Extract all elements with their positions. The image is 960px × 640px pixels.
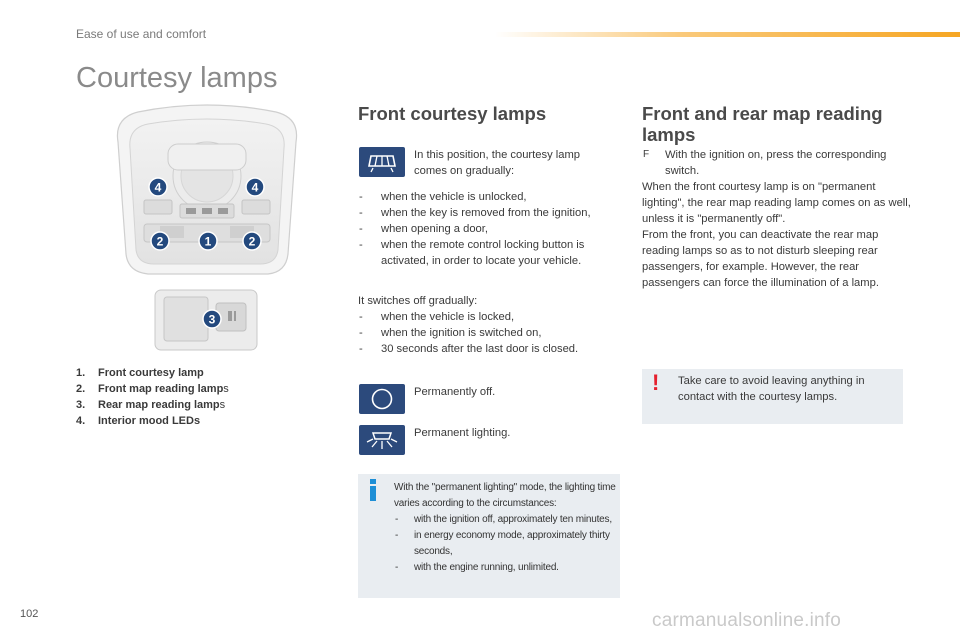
callout-1 <box>198 231 218 251</box>
warning-icon: ! <box>652 370 660 395</box>
list-item: - with the ignition off, approximately ten minutes, <box>394 512 618 528</box>
page-number: 102 <box>20 608 39 620</box>
list-item: - in energy economy mode, approximately thirty seconds, <box>394 528 618 560</box>
off-mode-icon <box>359 384 405 414</box>
instruction-bullet: F With the ignition on, press the corresponding switch. <box>643 149 887 177</box>
legend-item: 4. Interior mood LEDs <box>76 415 201 427</box>
legend-item: 2. Front map reading lamps <box>76 383 229 395</box>
paragraph: When the front courtesy lamp is on "permanent lighting", the rear map reading lamp comes on as well, unless it is "permanently off". <box>642 181 911 225</box>
comes-on-list <box>358 189 620 269</box>
callout-label: 3 <box>208 312 216 327</box>
door-mode-icon <box>359 147 405 177</box>
info-list <box>394 512 618 576</box>
list-item: - when the ignition is switched on, <box>358 325 620 341</box>
callout-label: 2 <box>156 234 164 249</box>
callout-label: 1 <box>204 234 212 249</box>
on-mode-description: Permanent lighting. <box>414 427 511 439</box>
list-item: - when the vehicle is locked, <box>358 309 620 325</box>
callout-4-right <box>245 177 265 197</box>
list-item: - when the remote control locking button is activated, in order to locate your vehicle. <box>358 237 620 269</box>
watermark: carmanualsonline.info <box>652 610 842 631</box>
info-intro: With the "permanent lighting" mode, the lighting time varies according to the circumstances: <box>394 482 616 509</box>
on-mode-icon <box>359 425 405 455</box>
off-mode-description: Permanently off. <box>414 386 496 398</box>
callout-2-left <box>150 231 170 251</box>
list-item: - when the key is removed from the ignition, <box>358 205 620 221</box>
info-text <box>394 480 618 576</box>
front-courtesy-heading: Front courtesy lamps <box>358 103 547 124</box>
switches-off-list <box>358 309 620 357</box>
callout-3 <box>202 309 222 329</box>
overhead-console-illustration <box>108 104 306 280</box>
bullet-symbol: F <box>643 149 650 160</box>
figure-legend <box>76 365 229 429</box>
legend-item: 1. Front courtesy lamp <box>76 367 204 379</box>
list-item: - when the vehicle is unlocked, <box>358 189 620 205</box>
paragraph: From the front, you can deactivate the rear map reading lamps so as to not disturb sleeping rear passengers, for example. However, the rear passengers can force the illumination of a lamp. <box>642 229 879 289</box>
list-item: - with the engine running, unlimited. <box>394 560 618 576</box>
callout-4-left <box>148 177 168 197</box>
map-reading-heading: Front and rear map reading lamps <box>642 103 883 145</box>
callout-2-right <box>242 231 262 251</box>
legend-item: 3. Rear map reading lamps <box>76 399 226 411</box>
map-reading-text <box>642 147 912 291</box>
warning-text: Take care to avoid leaving anything in contact with the courtesy lamps. <box>678 375 865 403</box>
callout-label: 4 <box>154 180 162 195</box>
callout-label: 2 <box>248 234 256 249</box>
switches-off-intro: It switches off gradually: <box>358 295 478 307</box>
callout-label: 4 <box>251 180 259 195</box>
door-mode-description: In this position, the courtesy lamp comes on gradually: <box>414 149 581 177</box>
page-title: Courtesy lamps <box>76 62 278 94</box>
section-label: Ease of use and comfort <box>76 27 207 41</box>
header-accent-bar <box>495 32 960 37</box>
list-item: - 30 seconds after the last door is closed. <box>358 341 620 357</box>
info-icon <box>367 479 379 501</box>
list-item: - when opening a door, <box>358 221 620 237</box>
